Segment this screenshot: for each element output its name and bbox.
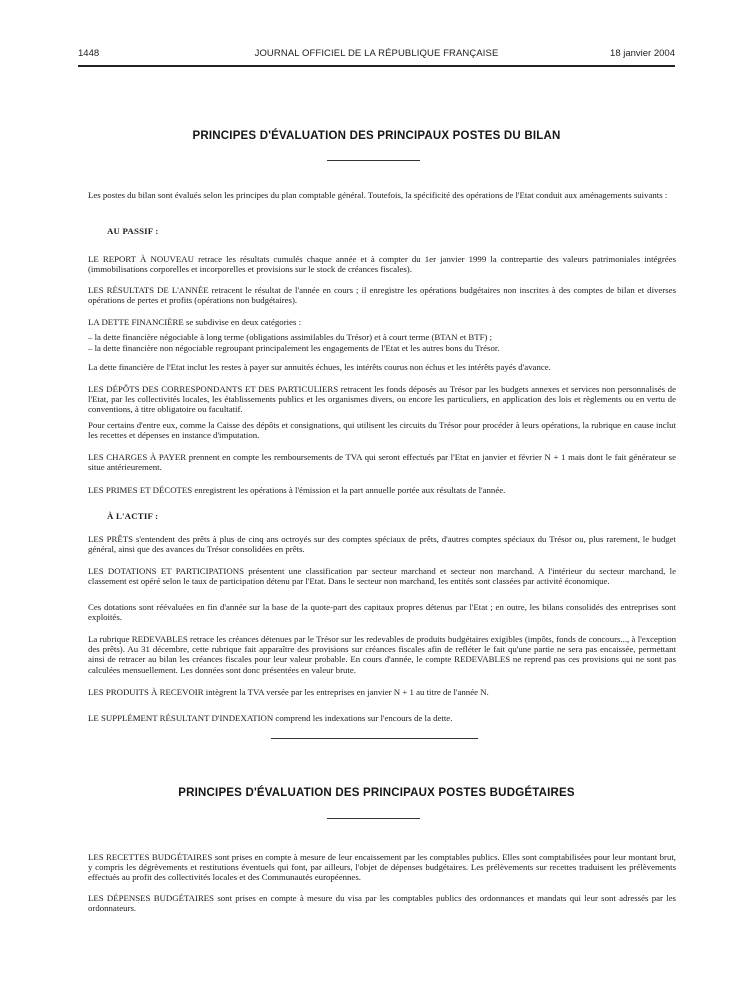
page-header: [78, 48, 675, 62]
charges-paragraph: LES CHARGES À PAYER prennent en compte les remboursements de TVA qui seront effectués par l'Etat en janvier et février N + 1 mais dont le fait générateur se situe antérieurement.: [88, 452, 676, 473]
dotations-note: Ces dotations sont réévaluées en fin d'année sur la base de la quote-part des capitaux propres détenus par l'Etat ; en outre, les bilans consolidés des entreprises sont exploités.: [88, 602, 676, 623]
intro-paragraph: Les postes du bilan sont évalués selon les principes du plan comptable général. Toutefois, la spécificité des opérations de l'Etat conduit aux aménagements suivants :: [88, 190, 668, 200]
page-number: 1448: [78, 48, 100, 59]
list-item: – la dette financière non négociable regroupant principalement les engagements de l'Etat et les autres bons du Trésor.: [88, 342, 500, 353]
depenses-paragraph: LES DÉPENSES BUDGÉTAIRES sont prises en compte à mesure du visa par les comptables publics des ordonnances et mandats qui leur sont adressés par les ordonnateurs.: [88, 893, 676, 914]
dette-intro: LA DETTE FINANCIÈRE se subdivise en deux catégories :: [88, 317, 302, 327]
report-paragraph: LE REPORT À NOUVEAU retrace les résultats cumulés chaque année et à compter du 1er janvier 1999 la contrepartie des valeurs patrimoniales intégrées (immobilisations corporelles et incorporelles et provisions sur le stock de créances fiscales).: [88, 254, 676, 275]
actif-heading: À L'ACTIF :: [107, 511, 159, 521]
passif-heading: AU PASSIF :: [107, 226, 159, 236]
journal-title: JOURNAL OFFICIEL DE LA RÉPUBLIQUE FRANÇAISE: [254, 48, 499, 59]
header-rule: [78, 65, 675, 67]
section-title-bilan: PRINCIPES D'ÉVALUATION DES PRINCIPAUX POSTES DU BILAN: [192, 130, 561, 142]
title-divider: [327, 818, 420, 819]
title-divider: [327, 160, 420, 161]
supplement-paragraph: LE SUPPLÉMENT RÉSULTANT D'INDEXATION comprend les indexations sur l'encours de la dette.: [88, 713, 453, 723]
produits-paragraph: LES PRODUITS À RECEVOIR intègrent la TVA versée par les entreprises en janvier N + 1 au titre de l'année N.: [88, 687, 489, 697]
primes-paragraph: LES PRIMES ET DÉCOTES enregistrent les opérations à l'émission et la part annuelle portée aux résultats de l'année.: [88, 485, 506, 495]
dette-note: La dette financière de l'Etat inclut les restes à payer sur annuités échues, les intérêts courus non échus et les intérêts payés d'avance.: [88, 362, 551, 372]
dotations-paragraph: LES DOTATIONS ET PARTICIPATIONS présentent une classification par secteur marchand et secteur non marchand. A l'intérieur du secteur marchand, le classement est opéré selon le taux de participation détenu par l'Etat. Dans le secteur non marchand, les entités sont classées par activité économique.: [88, 566, 676, 587]
dette-list: [88, 332, 676, 354]
recettes-paragraph: LES RECETTES BUDGÉTAIRES sont prises en compte à mesure de leur encaissement par les comptables publics. Elles sont comptabilisées pour leur montant brut, y compris les dégrèvements et restitutions éventuels qui font, par ailleurs, l'objet de dépenses budgétaires. Les prélèvements sur recettes traduisent les prélèvements effectués au profit des collectivités locales et des Communautés européennes.: [88, 852, 676, 883]
section-title-budgetaires: PRINCIPES D'ÉVALUATION DES PRINCIPAUX POSTES BUDGÉTAIRES: [178, 787, 575, 799]
prets-paragraph: LES PRÊTS s'entendent des prêts à plus de cinq ans octroyés sur des comptes spéciaux de prêts, d'autres comptes spéciaux du Trésor ou, plus rarement, le budget général, ainsi que des avances du Trésor consolidées en prêts.: [88, 534, 676, 555]
resultats-paragraph: LES RÉSULTATS DE L'ANNÉE retracent le résultat de l'année en cours ; il enregistre les opérations budgétaires non inscrites à des comptes de bilan et diverses opérations de pertes et profits (opérations non budgétaires).: [88, 285, 676, 306]
publication-date: 18 janvier 2004: [610, 48, 675, 59]
depots-paragraph: LES DÉPÔTS DES CORRESPONDANTS ET DES PARTICULIERS retracent les fonds déposés au Trésor par les budgets annexes et services non personnalisés de l'Etat, par les collectivités locales, les établissements publics et les organismes divers, ou encore les particuliers, en application des lois et règlements ou en vertu de conventions, à titre obligatoire ou facultatif.: [88, 384, 676, 415]
depots-note: Pour certains d'entre eux, comme la Caisse des dépôts et consignations, qui utilisent les circuits du Trésor pour procéder à leurs opérations, la rubrique en cause inclut les recettes et dépenses en instance d'imputation.: [88, 420, 676, 441]
section-divider: [271, 738, 478, 739]
list-item: – la dette financière négociable à long terme (obligations assimilables du Trésor) et à court terme (BTAN et BTF) ;: [88, 332, 493, 342]
redevables-paragraph: La rubrique REDEVABLES retrace les créances détenues par le Trésor sur les redevables de produits budgétaires exigibles (impôts, fonds de concours..., à l'exception des prêts). Au 31 décembre, cette rubrique fait apparaître des provisions sur créances fiscales afin de refléter le fait qu'une partie ne sera pas encaissée, permettant ainsi de retracer au bilan les créances fiscales pour leur valeur probable. En cours d'année, le compte REDEVABLES ne reprend pas ces provisions qui ne sont pas calculées mensuellement. Les données sont donc présentées en valeur brute.: [88, 634, 676, 675]
